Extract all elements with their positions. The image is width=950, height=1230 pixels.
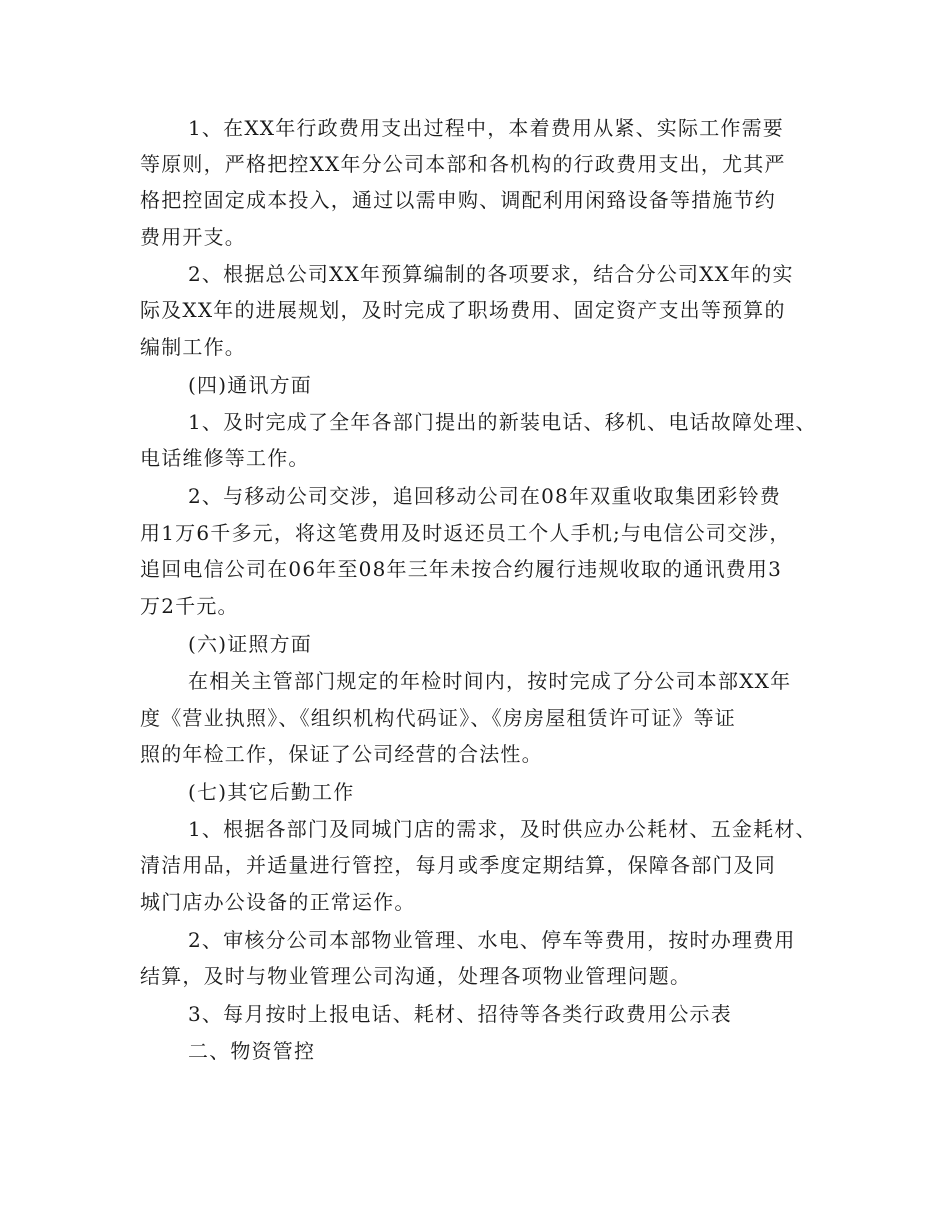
paragraph-line: 1、根据各部门及同城门店的需求，及时供应办公耗材、五金耗材、 — [188, 817, 817, 841]
paragraph-line: 电话维修等工作。 — [140, 446, 310, 470]
section-heading: (四)通讯方面 — [188, 373, 313, 397]
paragraph-line: 结算，及时与物业管理公司沟通，处理各项物业管理问题。 — [140, 964, 692, 988]
paragraph-line: 格把控固定成本投入，通过以需申购、调配利用闲臵设备等措施节约 — [140, 188, 776, 212]
paragraph-line: 2、审核分公司本部物业管理、水电、停车等费用，按时办理费用 — [188, 928, 796, 952]
paragraph-line: 用1万6千多元，将这笔费用及时返还员工个人手机;与电信公司交涉， — [140, 521, 791, 545]
section-heading: (六)证照方面 — [188, 632, 313, 656]
paragraph-line: 费用开支。 — [140, 225, 246, 249]
paragraph-line: 1、在XX年行政费用支出过程中，本着费用从紧、实际工作需要 — [188, 116, 785, 140]
paragraph-line: 2、与移动公司交涉，追回移动公司在08年双重收取集团彩铃费 — [188, 484, 781, 508]
paragraph-line: 追回电信公司在06年至08年三年未按合约履行违规收取的通讯费用3 — [140, 557, 783, 581]
paragraph-line: 等原则，严格把控XX年分公司本部和各机构的行政费用支出，尤其严 — [140, 152, 786, 176]
paragraph-line: 际及XX年的进展规划，及时完成了职场费用、固定资产支出等预算的 — [140, 298, 786, 322]
paragraph-line: 清洁用品，并适量进行管控，每月或季度定期结算，保障各部门及同 — [140, 853, 776, 877]
section-heading: (七)其它后勤工作 — [188, 780, 355, 804]
paragraph-line: 城门店办公设备的正常运作。 — [140, 890, 416, 914]
paragraph-line: 在相关主管部门规定的年检时间内，按时完成了分公司本部XX年 — [188, 669, 792, 693]
section-heading: 二、物资管控 — [188, 1039, 316, 1063]
paragraph-line: 度《营业执照》、《组织机构代码证》、《房房屋租赁许可证》等证 — [140, 706, 736, 730]
paragraph-line: 2、根据总公司XX年预算编制的各项要求，结合分公司XX年的实 — [188, 262, 794, 286]
paragraph-line: 照的年检工作，保证了公司经营的合法性。 — [140, 742, 543, 766]
paragraph-line: 3、每月按时上报电话、耗材、招待等各类行政费用公示表 — [188, 1002, 732, 1026]
paragraph-line: 万2千元。 — [140, 594, 239, 618]
paragraph-line: 编制工作。 — [140, 335, 246, 359]
paragraph-line: 1、及时完成了全年各部门提出的新装电话、移机、电话故障处理、 — [188, 410, 817, 434]
